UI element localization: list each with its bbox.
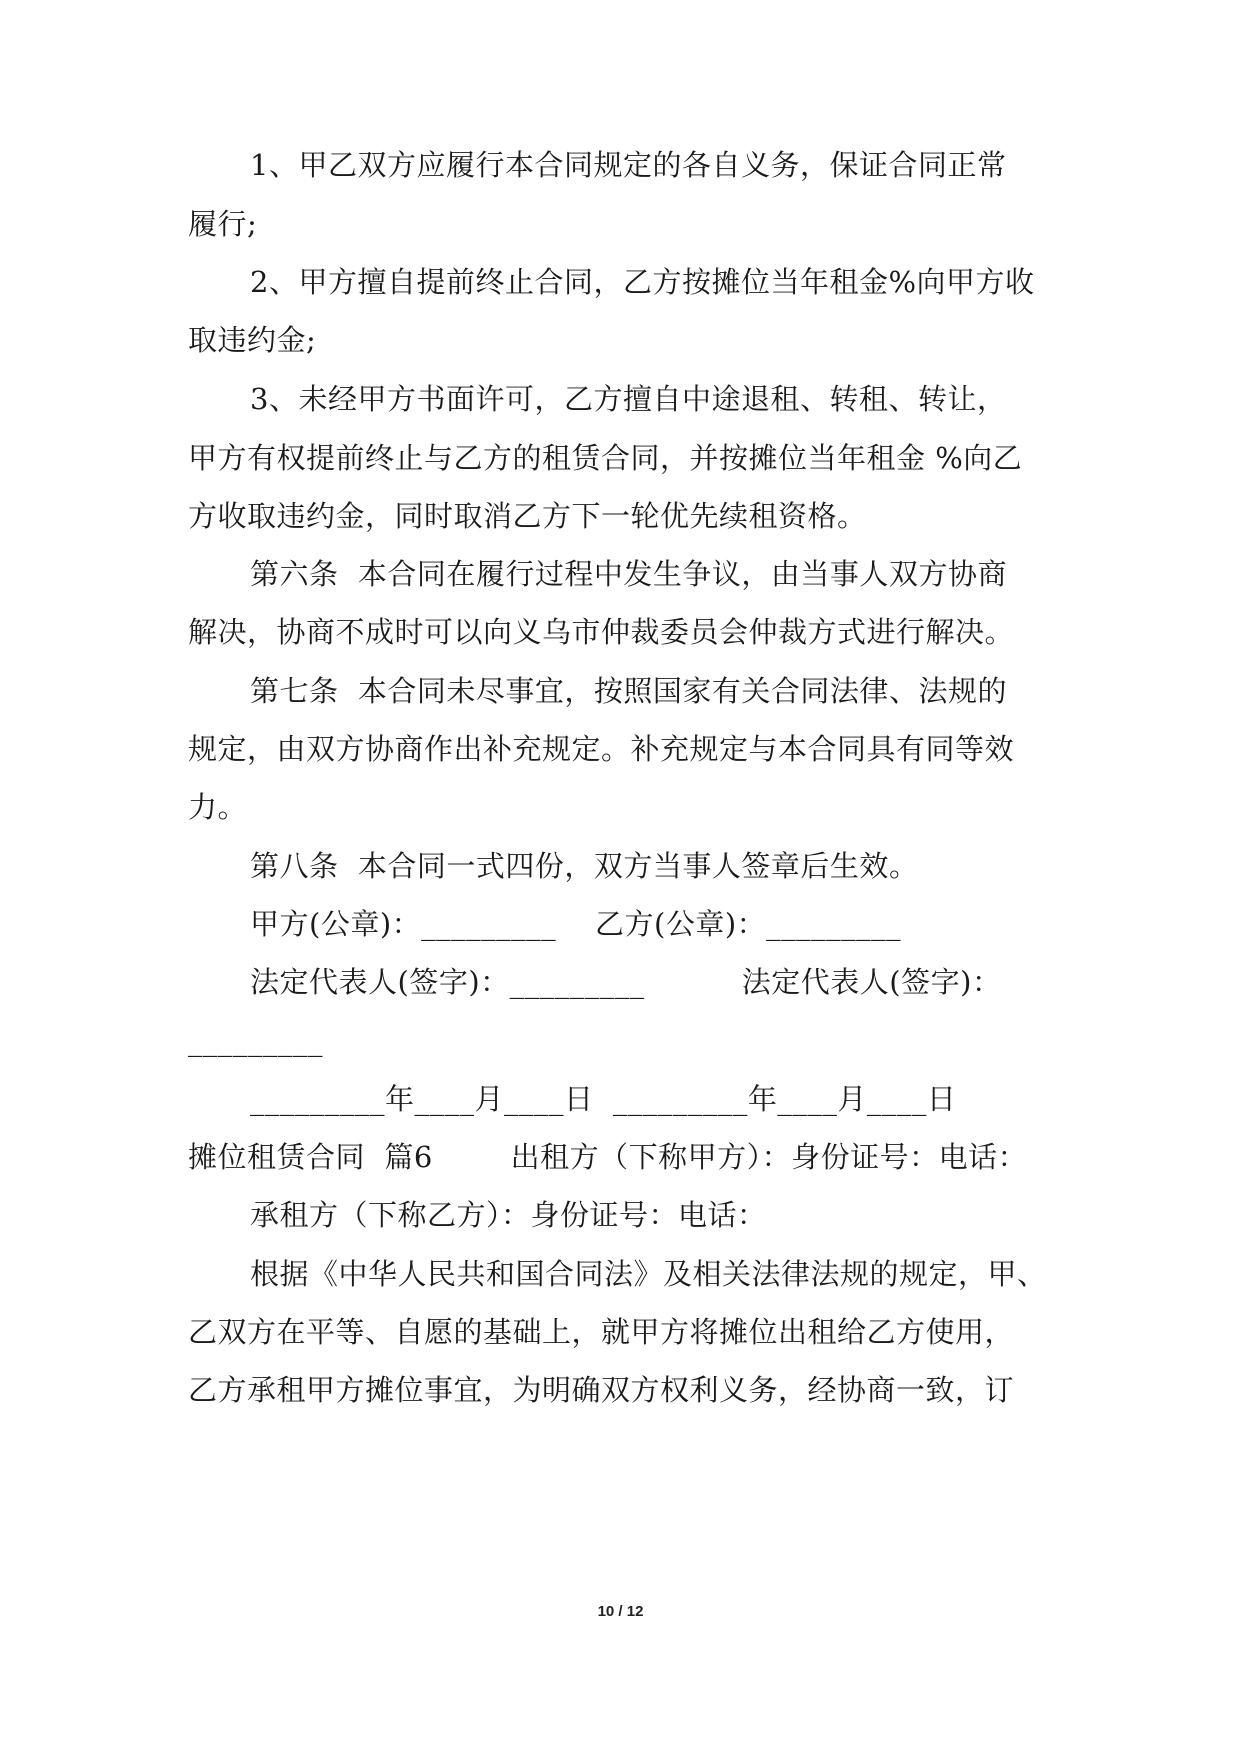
signature-line-seals: 甲方(公章)：_________ 乙方(公章)：_________	[250, 907, 902, 941]
text-line-8: 第六条 本合同在履行过程中发生争议，由当事人双方协商	[250, 557, 1007, 591]
text-line-22: 乙方承租甲方摊位事宜，为明确双方权利义务，经协商一致，订	[188, 1373, 1015, 1407]
text-line-3: 2、甲方擅自提前终止合同，乙方按摊位当年租金%向甲方收	[250, 265, 1035, 299]
text-line-1: 1、甲乙双方应履行本合同规定的各自义务，保证合同正常	[250, 148, 1007, 182]
text-line-12: 力。	[188, 790, 248, 824]
text-line-6: 甲方有权提前终止与乙方的租赁合同，并按摊位当年租金 %向乙	[188, 441, 1023, 475]
text-line-19: 承租方（下称乙方）：身份证号：电话：	[250, 1198, 767, 1232]
page-number: 10 / 12	[597, 1603, 644, 1620]
signature-line-blank: _________	[188, 1023, 323, 1057]
text-line-10: 第七条 本合同未尽事宜，按照国家有关合同法律、法规的	[250, 674, 1007, 708]
text-line-5: 3、未经甲方书面许可，乙方擅自中途退租、转租、转让，	[250, 382, 1007, 416]
text-line-11: 规定，由双方协商作出补充规定。补充规定与本合同具有同等效	[188, 732, 1015, 766]
text-line-13: 第八条 本合同一式四份，双方当事人签章后生效。	[250, 849, 919, 883]
text-line-4: 取违约金;	[188, 323, 317, 357]
text-line-7: 方收取违约金，同时取消乙方下一轮优先续租资格。	[188, 499, 867, 533]
text-line-21: 乙双方在平等、自愿的基础上，就甲方将摊位出租给乙方使用，	[188, 1315, 1015, 1349]
text-line-20: 根据《中华人民共和国合同法》及相关法律法规的规定，甲、	[250, 1257, 1047, 1291]
section-heading-line: 摊位租赁合同 篇6 出租方（下称甲方）：身份证号：电话：	[188, 1140, 1028, 1174]
date-line: _________年____月____日 _________年____月____日	[250, 1082, 957, 1116]
signature-line-representatives: 法定代表人(签字)：_________ 法定代表人(签字)：	[250, 965, 1002, 999]
text-line-9: 解决，协商不成时可以向义乌市仲裁委员会仲裁方式进行解决。	[188, 615, 1015, 649]
text-line-2: 履行;	[188, 207, 258, 241]
